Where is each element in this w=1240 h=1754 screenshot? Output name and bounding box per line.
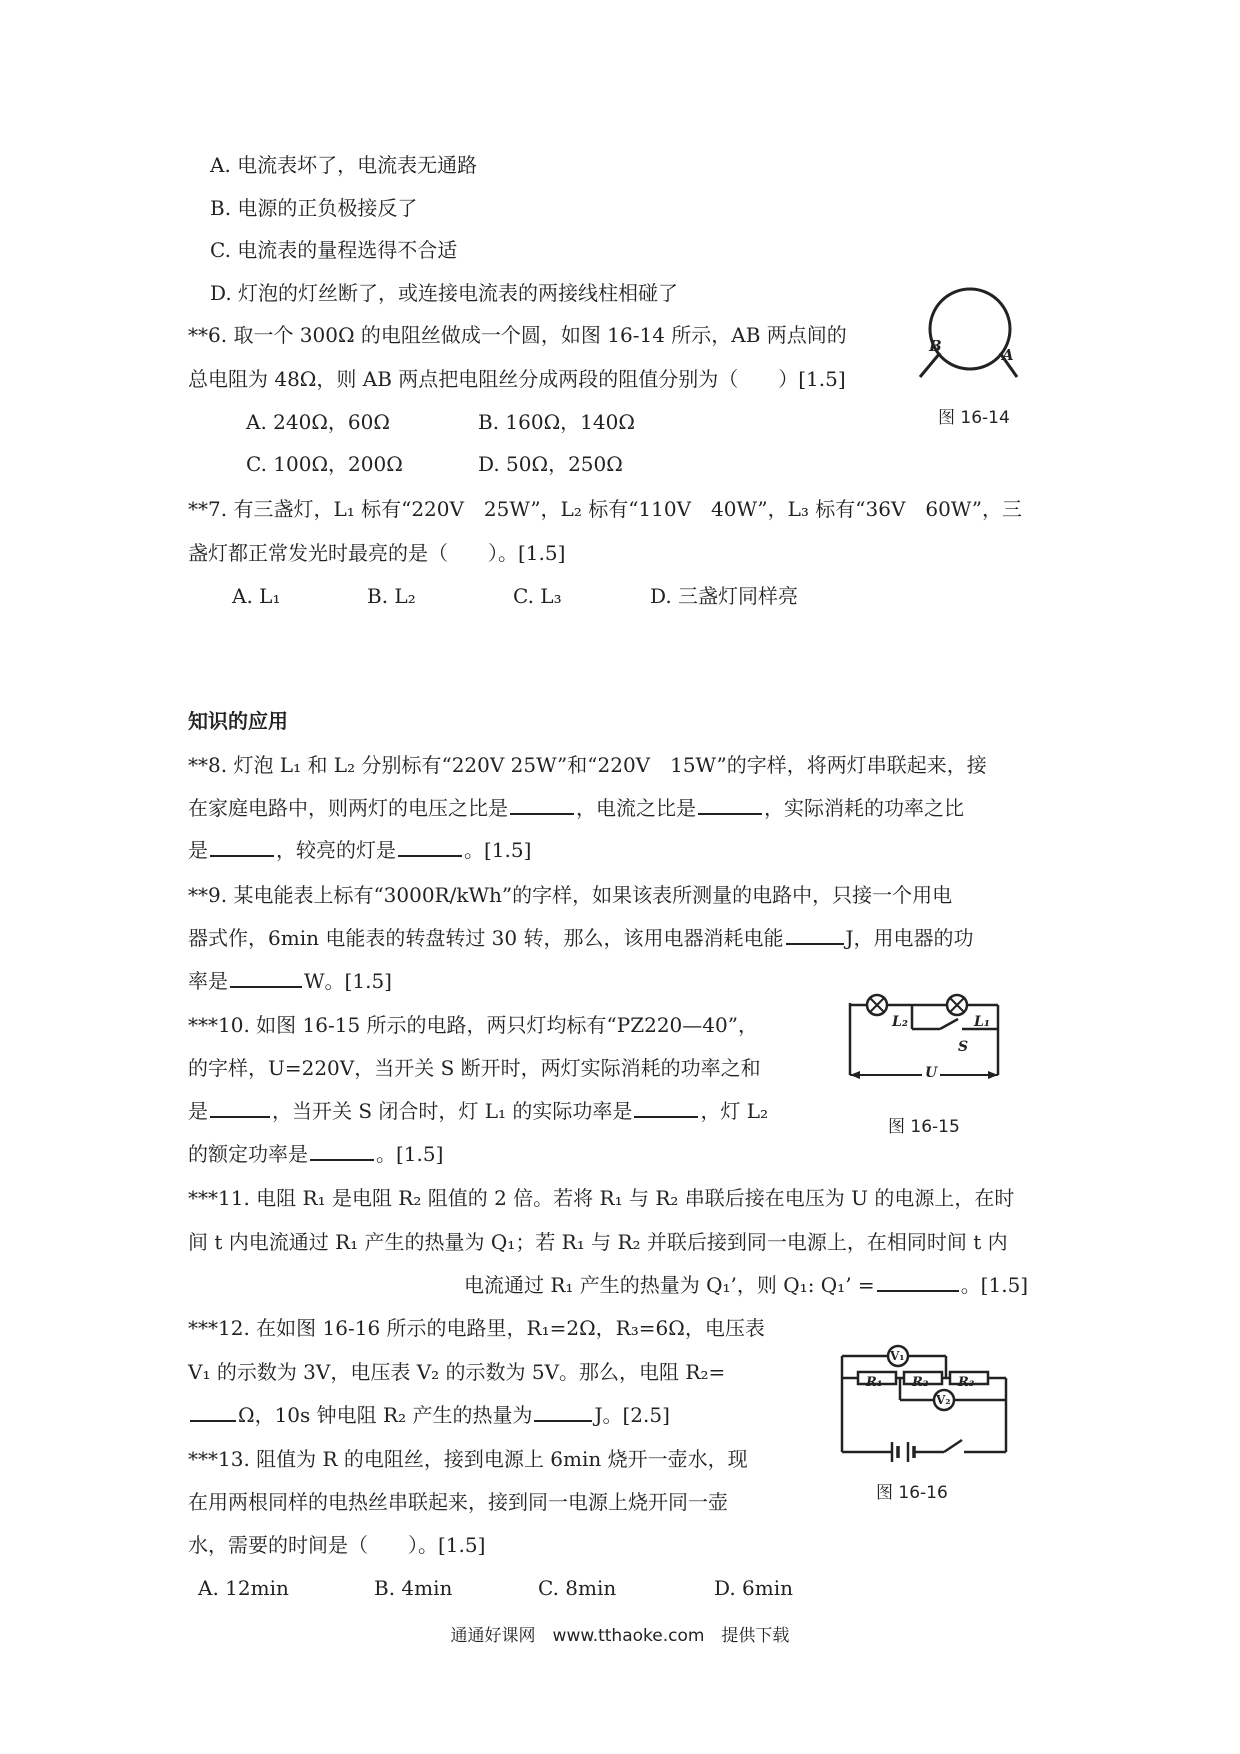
q10-text-line4	[188, 1141, 443, 1167]
q13-option-b: B. 4min	[374, 1576, 453, 1600]
q10-text-line1: ***10. 如图 16-15 所示的电路，两只灯均标有“PZ220—40”，	[188, 1013, 758, 1037]
q10-blank-total-power[interactable]	[210, 1098, 270, 1118]
q12-text-line3b: J。[2.5]	[594, 1403, 670, 1427]
q11-text-line3b: 。[1.5]	[960, 1273, 1029, 1297]
q12-text-line2: V₁ 的示数为 3V，电压表 V₂ 的示数为 5V。那么，电阻 R₂=	[188, 1360, 726, 1384]
fig-16-16-label-r2: R₂	[912, 1375, 929, 1390]
q9-text-line2a: 器式作，6min 电能表的转盘转过 30 转，那么，该用电器消耗电能	[188, 926, 784, 950]
q6-option-d: D. 50Ω，250Ω	[478, 452, 623, 476]
q6-text-line2: 总电阻为 48Ω，则 AB 两点把电阻丝分成两段的阻值分别为（ ）[1.5]	[188, 367, 846, 391]
q13-option-c: C. 8min	[538, 1576, 617, 1600]
fig-16-15-label-s: S	[958, 1039, 969, 1055]
q6-text-line1: **6. 取一个 300Ω 的电阻丝做成一个圆，如图 16-14 所示，AB 两点间的	[188, 323, 847, 347]
q10-blank-l1-power[interactable]	[634, 1098, 698, 1118]
q8-text-line3c: 。[1.5]	[464, 838, 532, 862]
q7-text-line2: 盏灯都正常发光时最亮的是（ ）。[1.5]	[188, 541, 566, 565]
q7-option-a: A. L₁	[232, 584, 281, 608]
q13-text-line3: 水，需要的时间是（ ）。[1.5]	[188, 1533, 486, 1557]
q7-option-d: D. 三盏灯同样亮	[650, 584, 799, 608]
fig-16-16-label-v2: V₂	[936, 1393, 951, 1407]
q8-text-line3b: ，较亮的灯是	[276, 838, 396, 862]
fig-16-15-caption: 图 16-15	[888, 1117, 960, 1137]
q8-blank-voltage-ratio[interactable]	[510, 795, 574, 815]
q5-option-d: D. 灯泡的灯丝断了，或连接电流表的两接线柱相碰了	[210, 281, 679, 305]
section-title: 知识的应用	[188, 709, 288, 733]
q9-text-line2b: J，用电器的功	[845, 926, 974, 950]
q13-option-d: D. 6min	[714, 1576, 794, 1600]
q7-text-line1: **7. 有三盏灯，L₁ 标有“220V 25W”，L₂ 标有“110V 40W”，L₃ 标有“36V 60W”，三	[188, 497, 1023, 521]
fig-16-15-label-u: U	[922, 1060, 940, 1086]
q8-text-line3	[188, 837, 531, 863]
q11-text-line2: 间 t 内电流通过 R₁ 产生的热量为 Q₁；若 R₁ 与 R₂ 并联后接到同一电源上，在相同时间 t 内	[188, 1230, 1008, 1254]
q13-text-line1: ***13. 阻值为 R 的电阻丝，接到电源上 6min 烧开一壶水，现	[188, 1447, 748, 1471]
page-footer: 通通好课网 www.tthaoke.com 提供下载	[450, 1626, 790, 1646]
figure-16-16-circuit	[836, 1342, 1014, 1462]
q12-blank-heat[interactable]	[534, 1402, 592, 1422]
fig-16-15-label-l1: L₁	[974, 1014, 990, 1030]
fig-16-16-label-r3: R₃	[958, 1375, 975, 1390]
q9-text-line3	[188, 968, 392, 994]
q5-option-c: C. 电流表的量程选得不合适	[210, 238, 458, 262]
q10-blank-l2-rated-power[interactable]	[310, 1141, 374, 1161]
q11-blank-heat-ratio[interactable]	[877, 1272, 959, 1292]
q10-text-line4a: 的额定功率是	[188, 1142, 308, 1166]
q11-text-line1: ***11. 电阻 R₁ 是电阻 R₂ 阻值的 2 倍。若将 R₁ 与 R₂ 串联后接在电压为 U 的电源上，在时	[188, 1186, 1015, 1210]
q11-text-line3a: 电流通过 R₁ 产生的热量为 Q₁’，则 Q₁: Q₁’ =	[464, 1273, 875, 1297]
fig-16-16-label-v1: V₁	[890, 1349, 905, 1363]
fig-16-14-label-b: B	[929, 337, 942, 355]
q13-text-line2: 在用两根同样的电热丝串联起来，接到同一电源上烧开同一壶	[188, 1490, 728, 1514]
q6-option-a: A. 240Ω，60Ω	[246, 410, 390, 434]
q9-text-line3a: 率是	[188, 969, 228, 993]
q8-blank-brighter-lamp[interactable]	[398, 837, 462, 857]
q8-blank-current-ratio[interactable]	[698, 795, 762, 815]
fig-16-14-caption: 图 16-14	[938, 408, 1010, 428]
fig-16-16-caption: 图 16-16	[876, 1483, 948, 1503]
q7-option-c: C. L₃	[513, 584, 562, 608]
q12-text-line3a: Ω，10s 钟电阻 R₂ 产生的热量为	[238, 1403, 533, 1427]
q8-blank-power-ratio[interactable]	[210, 837, 274, 857]
q12-text-line1: ***12. 在如图 16-16 所示的电路里，R₁=2Ω，R₃=6Ω，电压表	[188, 1316, 765, 1340]
q8-text-line2a: 在家庭电路中，则两灯的电压之比是	[188, 796, 508, 820]
q5-option-b: B. 电源的正负极接反了	[210, 196, 418, 220]
fig-16-14-label-a: A	[1002, 346, 1014, 364]
q7-option-b: B. L₂	[367, 584, 416, 608]
q9-blank-power[interactable]	[230, 968, 302, 988]
q10-text-line3b: ，当开关 S 闭合时，灯 L₁ 的实际功率是	[272, 1099, 633, 1123]
q6-option-c: C. 100Ω，200Ω	[246, 452, 403, 476]
fig-16-15-label-l2: L₂	[892, 1014, 908, 1030]
q9-text-line2	[188, 925, 974, 951]
q8-text-line2	[188, 795, 964, 821]
q8-text-line3a: 是	[188, 838, 208, 862]
q10-text-line3a: 是	[188, 1099, 208, 1123]
q6-option-b: B. 160Ω，140Ω	[478, 410, 635, 434]
q5-option-a: A. 电流表坏了，电流表无通路	[210, 153, 478, 177]
q8-text-line1: **8. 灯泡 L₁ 和 L₂ 分别标有“220V 25W”和“220V 15W”的字样，将两灯串联起来，接	[188, 753, 987, 777]
q8-text-line2b: ，电流之比是	[576, 796, 696, 820]
q10-text-line3c: ，灯 L₂	[700, 1099, 769, 1123]
q8-text-line2c: ，实际消耗的功率之比	[764, 796, 964, 820]
q13-option-a: A. 12min	[198, 1576, 289, 1600]
q9-blank-energy[interactable]	[786, 925, 844, 945]
q10-text-line2: 的字样，U=220V，当开关 S 断开时，两灯实际消耗的功率之和	[188, 1056, 761, 1080]
fig-16-16-label-r1: R₁	[866, 1375, 883, 1390]
q11-text-line3	[464, 1272, 1028, 1298]
q10-text-line4b: 。[1.5]	[376, 1142, 444, 1166]
q12-blank-r2[interactable]	[190, 1402, 236, 1422]
q12-text-line3	[188, 1402, 670, 1428]
q9-text-line3b: W。[1.5]	[304, 969, 392, 993]
q9-text-line1: **9. 某电能表上标有“3000R/kWh”的字样，如果该表所测量的电路中，只接一个用电	[188, 883, 953, 907]
q10-text-line3	[188, 1098, 768, 1124]
